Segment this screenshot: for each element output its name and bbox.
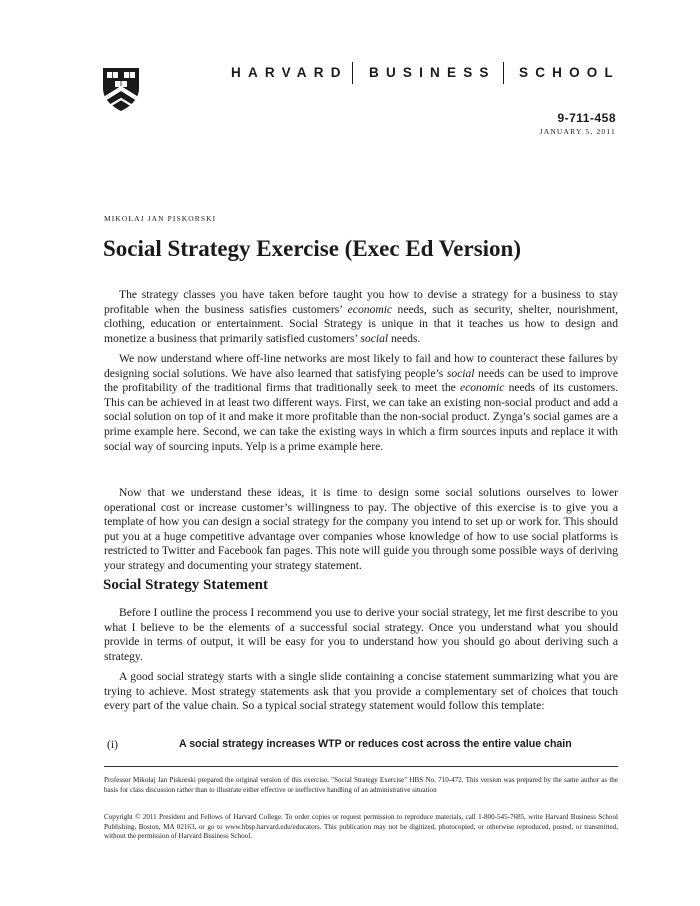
- harvard-shield-icon: [101, 66, 141, 112]
- masthead-word-harvard: HARVARD: [231, 65, 348, 80]
- author-name: MIKOŁAJ JAN PISKORSKI: [104, 214, 217, 223]
- section-heading: Social Strategy Statement: [103, 577, 268, 593]
- paragraph-intro: The strategy classes you have taken before taught you how to devise a strategy for a business to stay profitable when the business satisfies customers’ economic needs, such as security, shelter, nourishment, clothing, education or entertainment. Social Strategy is unique in that it teaches us how to design and monetize a business that primarily satisfied customers’ social needs.: [104, 288, 618, 345]
- paragraph-outline: Before I outline the process I recommend you use to derive your social strategy, let me first describe to you what I believe to be the elements of a successful social strategy. Once you understand what you should provide in terms of output, it will be easy for you to understand how you should go about deriving such a strategy.: [104, 606, 618, 663]
- masthead-divider: [352, 62, 353, 84]
- paragraph-offline-networks: We now understand where off-line networks are most likely to fail and how to counteract these failures by designing social solutions. We have also learned that satisfying people’s social needs can be used to improve the profitability of the traditional firms that traditionally seek to meet the economic needs of its customers. This can be achieved in at least two different ways. First, we can take an existing non-social product and add a social solution on top of it and make it more profitable than the non-social product. Zynga’s social games are a prime example here. Second, we can take the existing ways in which a firm sources inputs and replace it with social way of sourcing inputs. Yelp is a prime example here.: [104, 352, 619, 453]
- masthead-divider: [503, 62, 504, 84]
- document-title: Social Strategy Exercise (Exec Ed Version): [103, 236, 521, 261]
- footnote-copyright: Copyright © 2011 President and Fellows of Harvard College. To order copies or request permission to reproduce materials, call 1-800-545-7685, write Harvard Business School Publishing, Boston, MA 02163, or go to www.hbsp.harvard.edu/educators. This publication may not be digitized, photocopied, or otherwise reproduced, posted, or transmitted, without the permission of Harvard Business School.: [104, 813, 618, 841]
- masthead-word-business: BUSINESS: [369, 65, 496, 80]
- case-number: 9-711-458: [557, 111, 616, 125]
- footnote-divider: [104, 766, 618, 767]
- list-item-text: A social strategy increases WTP or reduces cost across the entire value chain: [179, 738, 572, 750]
- footnote-authorship: Professor Mikołaj Jan Piskorski prepared the original version of this exercise, "Social Strategy Exercise" HBS No. 710-472. This version was prepared by the same author as the basis for class discussion rather than to illustrate either effective or ineffective handling of an administrative situation: [104, 776, 618, 794]
- list-item-number: (i): [107, 738, 118, 751]
- case-date: JANUARY 5, 2011: [539, 127, 616, 136]
- paragraph-template: A good social strategy starts with a single slide containing a concise statement summarizing what you are trying to achieve. Most strategy statements ask that you provide a complementary set of choices that touch every part of the value chain. So a typical social strategy statement would follow this template:: [104, 670, 618, 713]
- paragraph-objective: Now that we understand these ideas, it is time to design some social solutions ourselves to lower operational cost or increase customer’s willingness to pay. The objective of this exercise is to give you a template of how you can design a social strategy for the company you intend to set up or work for. This should put you at a huge competitive advantage over companies whose knowledge of how to use social platforms is restricted to Twitter and Facebook fan pages. This note will guide you through some possible ways of deriving your strategy and documenting your strategy statement.: [104, 486, 618, 572]
- masthead: [228, 62, 618, 84]
- masthead-word-school: SCHOOL: [519, 65, 620, 80]
